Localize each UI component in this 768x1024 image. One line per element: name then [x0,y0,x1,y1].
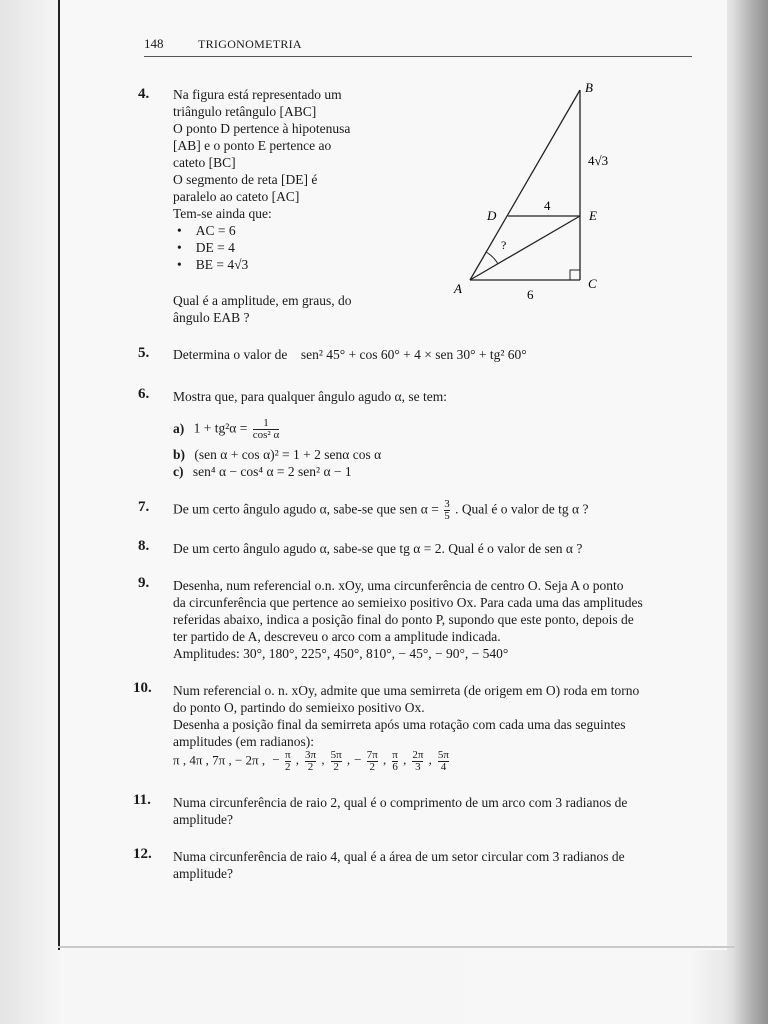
q7-denominator: 5 [444,510,450,522]
q9-line: Desenha, num referencial o.n. xOy, uma circunferência de centro O. Seja A o ponto [173,578,624,593]
question-number-10: 10. [133,680,152,696]
q4-line: O ponto D pertence à hipotenusa [173,121,351,136]
q9-line: referidas abaixo, indica a posição final do ponto P, supondo que este ponto, depois de [173,612,634,627]
q7-numerator: 3 [444,498,450,510]
q10-fraction-item [390,749,407,773]
q4-bullet: • DE = 4 [173,239,388,256]
q4-line: cateto [BC] [173,155,236,170]
q10-separator: , [399,752,407,768]
length-ac: 6 [527,287,534,302]
q4-bullet: • AC = 6 [173,222,388,239]
angle-question-mark: ? [501,238,507,252]
q10-fraction-numerator: π [284,749,291,761]
q9-line: da circunferência que pertence ao semieixo positivo Ox. Para cada uma das amplitudes [173,595,643,610]
q7-text-a: De um certo ângulo agudo α, sabe-se que sen α = [173,501,439,517]
q6-c-label: c) [173,464,184,479]
page-edge [58,946,748,948]
page-number: 148 [144,36,164,51]
q11-line: Numa circunferência de raio 2, qual é o comprimento de um arco com 3 radianos de [173,795,628,810]
q10-line: Num referencial o. n. xOy, admite que uma semirreta (de origem em O) roda em torno [173,683,640,698]
q6-option-b [173,446,653,463]
question-number-11: 11. [133,792,151,808]
q10-separator: , [343,752,351,768]
q5-text: Determina o valor de [173,347,288,362]
q6-a-label: a) [173,420,185,436]
label-d: D [487,208,497,223]
label-e: E [589,208,597,223]
q10-fraction-denominator: 2 [305,761,316,773]
q10-fraction-denominator: 6 [392,761,398,773]
question-number-9: 9. [138,575,150,591]
q9-line: Amplitudes: 30°, 180°, 225°, 450°, 810°, − 45°, − 90°, − 540° [173,646,509,661]
q4-prompt-line: ângulo EAB ? [173,310,250,325]
question-number-12: 12. [133,846,152,862]
question-4-text [173,86,388,273]
q4-line: [AB] e o ponto E pertence ao [173,138,332,153]
q10-fraction-denominator: 2 [367,761,378,773]
page-header [144,36,692,57]
q10-line: Desenha a posição final da semirreta após uma rotação com cada uma das seguintes [173,717,626,732]
q6-c-expression: sen⁴ α − cos⁴ α = 2 sen² α − 1 [192,464,352,479]
question-12-text [173,848,698,882]
q7-fraction [444,499,450,522]
q7-text-b: . Qual é o valor de tg α ? [455,501,589,517]
segment-ae [470,216,580,280]
q10-line: do ponto O, partindo do semieixo positivo Ox. [173,700,425,715]
q10-fraction-numerator: 7π [366,749,378,761]
q6-b-label: b) [173,447,186,462]
question-number-6: 6. [138,386,150,402]
right-angle-mark [570,270,580,280]
q6-a-lhs: 1 + tg²α = [193,420,248,436]
q4-line: triângulo retângulo [ABC] [173,104,317,119]
label-c: C [588,276,597,291]
question-number-8: 8. [138,538,150,554]
q10-separator: , [379,752,387,768]
angle-arc [486,252,498,264]
q4-line: paralelo ao cateto [AC] [173,189,300,204]
label-a: A [454,281,462,296]
question-5-text [173,346,693,363]
q10-fraction-numerator: π [392,749,398,761]
q4-line: O segmento de reta [DE] é [173,172,318,187]
question-4-prompt [173,292,388,326]
q10-fraction-sign: − [272,752,283,768]
q6-option-c [173,463,653,480]
label-b: B [585,80,593,95]
length-de: 4 [544,198,551,213]
book-binding [735,0,768,1024]
question-10-text [173,682,698,750]
q6-b-expression: (sen α + cos α)² = 1 + 2 senα cos α [194,447,382,462]
q6-a-numerator: 1 [263,417,269,429]
chapter-title: TRIGONOMETRIA [198,37,302,51]
question-9-text [173,577,698,662]
q4-line: Tem-se ainda que: [173,206,272,221]
q5-expression: sen² 45° + cos 60° + 4 × sen 30° + tg² 60° [300,347,527,362]
q10-fraction-item [436,749,451,773]
q6-option-a [173,418,653,441]
q9-line: ter partido de A, descreveu o arco com a amplitude indicada. [173,629,501,644]
length-be: 4√3 [588,153,609,168]
q10-separator: , [318,752,325,768]
q4-line: Na figura está representado um [173,87,342,102]
hypotenuse-ab [470,90,580,280]
q10-fraction-denominator: 2 [284,761,291,773]
q10-fraction-denominator: 4 [438,761,449,773]
q10-line: amplitudes (em radianos): [173,734,314,749]
q10-fraction-item [329,749,351,773]
q10-fraction-denominator: 3 [412,761,423,773]
q10-fraction-numerator: 5π [437,749,449,761]
q10-fraction-numerator: 5π [330,749,342,761]
question-number-5: 5. [138,345,150,361]
q12-line: Numa circunferência de raio 4, qual é a área de um setor circular com 3 radianos de [173,849,625,864]
q10-fraction-list [268,749,451,773]
q6-a-denominator: cos² α [252,429,280,441]
q6-a-fraction [253,418,279,441]
q4-prompt-line: Qual é a amplitude, em graus, do [173,293,352,308]
question-number-7: 7. [138,499,150,515]
question-7-text [173,499,693,522]
q10-fraction-sign: − [354,752,365,768]
q12-line: amplitude? [173,866,233,881]
question-6-text: Mostra que, para qualquer ângulo agudo α, se tem: [173,389,447,404]
q10-fraction-item [303,749,325,773]
q10-separator: , [425,752,432,768]
question-8-text: De um certo ângulo agudo α, sabe-se que tg α = 2. Qual é o valor de sen α ? [173,541,583,556]
q10-fraction-numerator: 2π [412,749,424,761]
q10-fraction-denominator: 2 [331,761,342,773]
q10-separator: , [292,752,299,768]
q10-fraction [331,750,342,773]
q11-line: amplitude? [173,812,233,827]
q10-fraction-numerator: 3π [305,749,317,761]
q10-fraction [392,750,398,773]
question-number-4: 4. [138,86,150,102]
q10-fraction [438,750,449,773]
q10-fraction-item [354,749,387,773]
q4-bullet: • BE = 4√3 [173,256,388,273]
q10-fraction-item [410,749,432,773]
q10-fraction [412,750,423,773]
triangle-figure [440,72,620,302]
q10-fraction-item [272,749,299,773]
q10-amplitudes [173,750,698,773]
q10-fraction [367,750,378,773]
q10-plain-amplitudes: π , 4π , 7π , − 2π , [173,752,266,768]
q10-fraction [285,750,291,773]
q10-fraction [305,750,316,773]
question-11-text [173,794,698,828]
